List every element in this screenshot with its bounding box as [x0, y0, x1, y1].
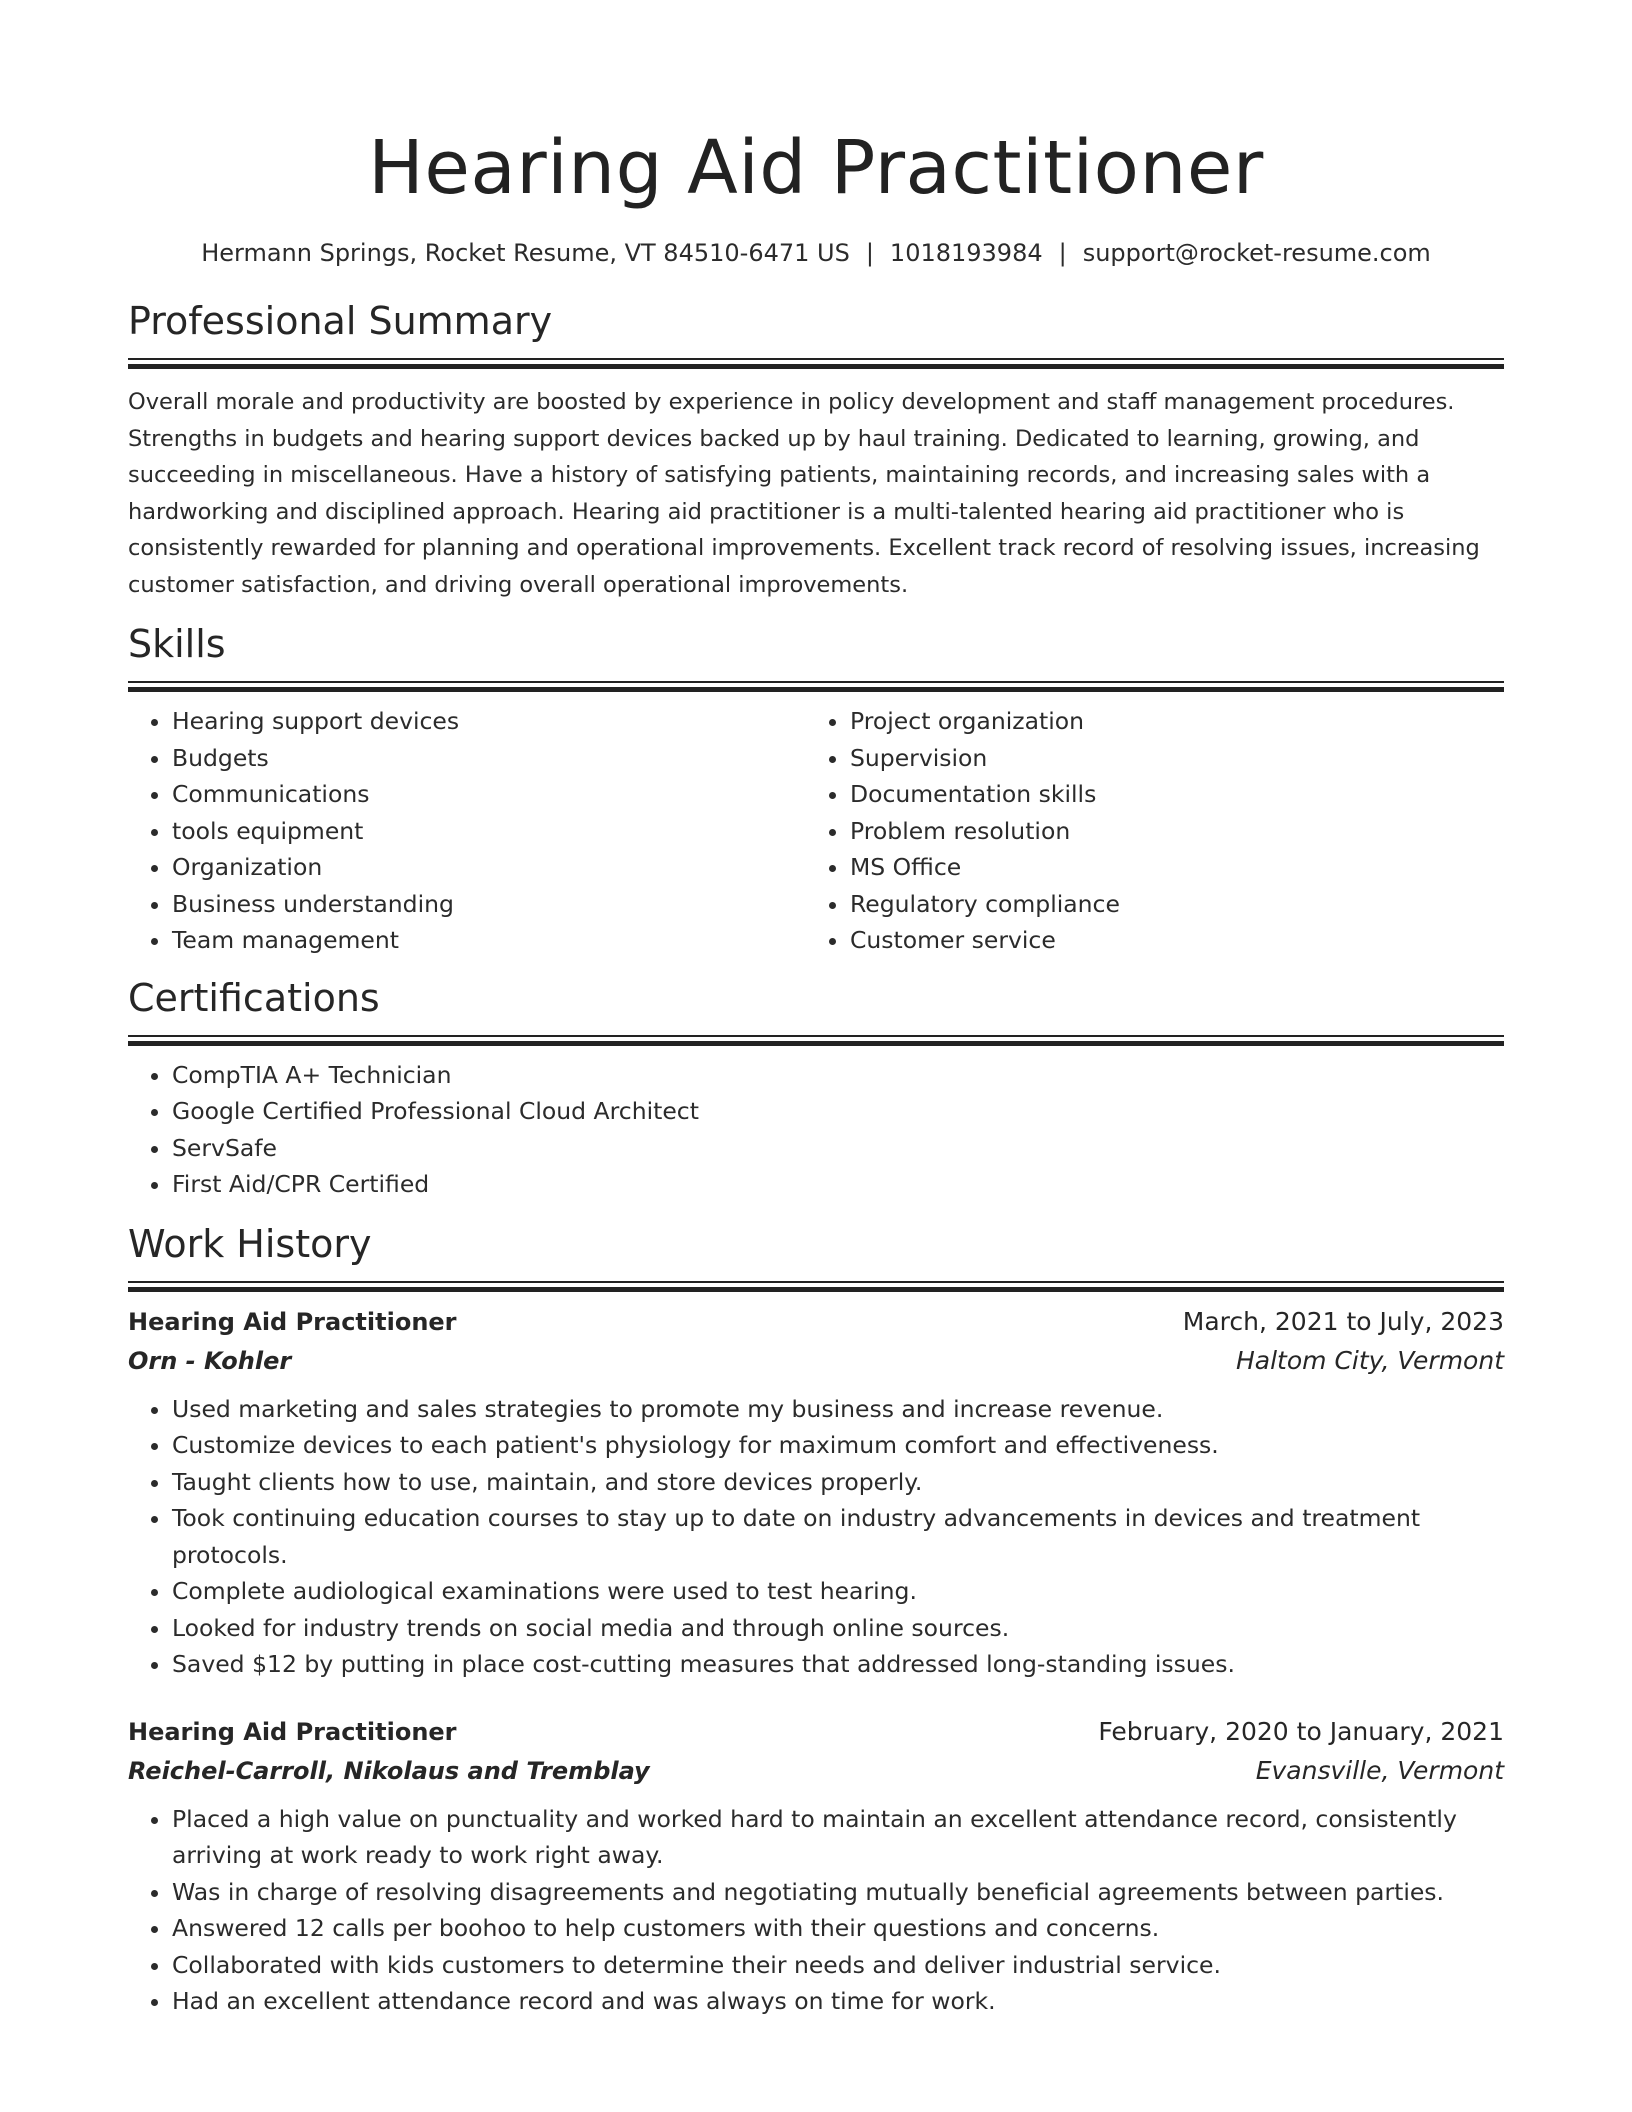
- job-bullets: [128, 1391, 1504, 1683]
- job-entry: [128, 1713, 1504, 2020]
- skill-item: • MS Office: [850, 849, 1484, 886]
- section-title-summary: Professional Summary: [128, 299, 553, 343]
- job-company: Orn - Kohler: [128, 1346, 292, 1375]
- summary-section: [128, 298, 1504, 603]
- contact-address: Hermann Springs, Rocket Resume, VT 84510-6471 US: [201, 239, 850, 267]
- job-bullet: • Took continuing education courses to stay up to date on industry advancements in devices and treatment protocols.: [172, 1500, 1504, 1573]
- section-divider: [128, 1035, 1504, 1045]
- job-company: Reichel-Carroll, Nikolaus and Tremblay: [128, 1756, 650, 1785]
- skill-item: • Business understanding: [172, 886, 806, 923]
- skill-item: • Supervision: [850, 740, 1484, 777]
- job-bullet: • Placed a high value on punctuality and worked hard to maintain an excellent attendance record, consistently arriving at work ready to work right away.: [172, 1801, 1504, 1874]
- contact-separator: |: [1058, 239, 1067, 267]
- section-title-certifications: Certifications: [128, 975, 380, 1020]
- contact-separator: |: [865, 239, 874, 267]
- job-bullet: • Was in charge of resolving disagreements and negotiating mutually beneficial agreements between parties.: [172, 1874, 1504, 1911]
- skill-item: • Hearing support devices: [172, 703, 806, 740]
- skills-columns: [128, 703, 1504, 959]
- job-bullet: • Had an excellent attendance record and was always on time for work.: [172, 1983, 1504, 2020]
- job-bullets: [128, 1801, 1504, 2020]
- skill-item: • Regulatory compliance: [850, 886, 1484, 923]
- job-subheader: [128, 1751, 1504, 1791]
- skill-item: • Team management: [172, 922, 806, 959]
- section-title-work-history: Work History: [128, 1221, 372, 1266]
- job-location: Evansville, Vermont: [1255, 1755, 1504, 1785]
- certification-item: • CompTIA A+ Technician: [172, 1057, 1504, 1094]
- certifications-list: [128, 1057, 1504, 1203]
- section-divider: [128, 681, 1504, 691]
- contact-line: [128, 238, 1504, 268]
- skill-item: • Problem resolution: [850, 813, 1484, 850]
- job-bullet: • Taught clients how to use, maintain, and store devices properly.: [172, 1464, 1504, 1501]
- job-dates: March, 2021 to July, 2023: [1182, 1306, 1504, 1336]
- skill-item: • Customer service: [850, 922, 1484, 959]
- section-title-skills: Skills: [128, 622, 226, 666]
- summary-text: Overall morale and productivity are boosted by experience in policy development and staff management procedures. Strengths in budgets and hearing support devices backed up by haul training. Dedicated to learning, growing, and succeeding in miscellaneous. Have a history of satisfying patients, maintaining records, and increasing sales with a hardworking and disciplined approach. Hearing aid practitioner is a multi-talented hearing aid practitioner who is consistently rewarded for planning and operational improvements. Excellent track record of resolving issues, increasing customer satisfaction, and driving overall operational improvements.: [128, 389, 1480, 598]
- skill-item: • Project organization: [850, 703, 1484, 740]
- job-bullet: • Looked for industry trends on social media and through online sources.: [172, 1610, 1504, 1647]
- resume-name: Hearing Aid Practitioner: [368, 125, 1264, 211]
- skills-column-right: [806, 703, 1484, 959]
- resume-content: [128, 0, 1504, 2020]
- skills-section: [128, 621, 1504, 959]
- skill-item: • Organization: [172, 849, 806, 886]
- work-history-section: [128, 1221, 1504, 2020]
- skill-item: • Budgets: [172, 740, 806, 777]
- certification-item: • First Aid/CPR Certified: [172, 1166, 1504, 1203]
- section-divider: [128, 1281, 1504, 1291]
- skill-item: • Communications: [172, 776, 806, 813]
- certifications-section: [128, 975, 1504, 1203]
- contact-email: support@rocket-resume.com: [1082, 239, 1431, 267]
- job-bullet: • Customize devices to each patient's physiology for maximum comfort and effectiveness.: [172, 1427, 1504, 1464]
- skills-column-left: [128, 703, 806, 959]
- job-location: Haltom City, Vermont: [1235, 1345, 1504, 1375]
- job-header: [128, 1303, 1504, 1341]
- certification-item: • Google Certified Professional Cloud Architect: [172, 1093, 1504, 1130]
- job-title: Hearing Aid Practitioner: [128, 1307, 457, 1336]
- job-bullet: • Collaborated with kids customers to determine their needs and deliver industrial service.: [172, 1947, 1504, 1984]
- job-bullet: • Used marketing and sales strategies to promote my business and increase revenue.: [172, 1391, 1504, 1428]
- section-divider: [128, 358, 1504, 368]
- job-dates: February, 2020 to January, 2021: [1098, 1716, 1504, 1746]
- contact-phone: 1018193984: [889, 239, 1043, 267]
- job-bullet: • Saved $12 by putting in place cost-cutting measures that addressed long-standing issues.: [172, 1646, 1504, 1683]
- certification-item: • ServSafe: [172, 1130, 1504, 1167]
- job-header: [128, 1713, 1504, 1751]
- job-subheader: [128, 1341, 1504, 1381]
- skill-item: • Documentation skills: [850, 776, 1484, 813]
- job-title: Hearing Aid Practitioner: [128, 1717, 457, 1746]
- job-bullet: • Answered 12 calls per boohoo to help customers with their questions and concerns.: [172, 1910, 1504, 1947]
- skill-item: • tools equipment: [172, 813, 806, 850]
- job-entry: [128, 1303, 1504, 1683]
- job-bullet: • Complete audiological examinations were used to test hearing.: [172, 1573, 1504, 1610]
